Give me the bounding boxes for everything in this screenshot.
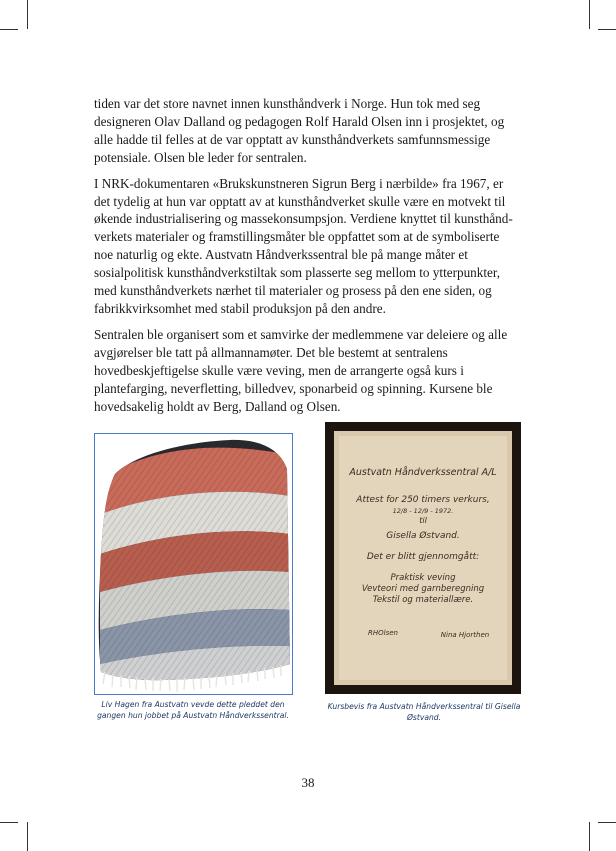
- certificate-signature-2: Nina Hjorthen: [440, 631, 490, 639]
- certificate-til: til: [419, 516, 427, 525]
- certificate-course-2: Vevteori med garnberegning: [361, 584, 485, 594]
- certificate-illustration: [325, 422, 521, 694]
- crop-mark-top-left-h: [0, 29, 18, 30]
- certificate-signature-1: RHOlsen: [368, 629, 398, 637]
- crop-mark-top-right-v: [589, 0, 590, 29]
- certificate-dates: 12/8 - 12/9 - 1972.: [392, 507, 454, 515]
- blanket-photo: [94, 433, 293, 695]
- certificate-heading: Austvatn Håndverkssentral A/L: [349, 467, 497, 478]
- certificate-photo: [325, 422, 521, 694]
- certificate-course-1: Praktisk veving: [390, 573, 456, 583]
- certificate-attest: Attest for 250 timers verkurs,: [356, 495, 490, 505]
- crop-mark-bottom-left-h: [0, 822, 18, 823]
- blanket-illustration: [95, 434, 292, 694]
- certificate-completed: Det er blitt gjennomgått:: [366, 552, 480, 562]
- page-number: 38: [301, 775, 315, 790]
- blanket-caption: Liv Hagen fra Austvatn vevde dette pleddet den gangen hun jobbet på Austvatn Håndverkssentral.: [97, 700, 289, 720]
- crop-mark-bottom-left-v: [27, 822, 28, 851]
- crop-mark-top-right-h: [598, 29, 616, 30]
- paragraph-3: Sentralen ble organisert som et samvirke der medlemmene var deleiere og alle avgjørelser ble tatt på allmannamøter. Det ble bestemt at sentralens hovedbeskjeftigelse skulle være veving, men de arrangerte også kurs i plantefarging, neverfletting, billedvev, sponarbeid og spinning. Kursene ble hovedsakelig holdt av Berg, Dalland og Olsen.: [94, 326, 508, 414]
- crop-mark-bottom-right-v: [589, 822, 590, 851]
- paragraph-1: tiden var det store navnet innen kunsthåndverk i Norge. Hun tok med seg designeren Olav Dalland og pedagogen Rolf Harald Olsen inn i prosjektet, og alle hadde til felles at de var opptatt av kunsthåndverkets samfunnsmessige potensiale. Olsen ble leder for sentralen.: [94, 96, 505, 165]
- body-text: [94, 95, 520, 423]
- certificate-caption: Kursbevis fra Austvatn Håndverkssentral til Gisella Østvand.: [327, 702, 521, 722]
- crop-mark-bottom-right-h: [598, 822, 616, 823]
- certificate-course-3: Tekstil og materiallære.: [372, 595, 474, 605]
- certificate-recipient: Gisella Østvand.: [386, 531, 460, 541]
- paragraph-2: I NRK-dokumentaren «Brukskunstneren Sigrun Berg i nærbilde» fra 1967, er det tydelig at hun var opptatt av at kunsthåndverket skulle være en motvekt til økende industrialisering og massekonsumpsjon. Verdiene knyttet til kunsthånd-verkets materialer og framstillingsmåter ble oppfattet som at de symboliserte noe naturlig og ekte. Austvatn Håndverkssentral ble på mange måter et sosialpolitisk kunsthåndverkstiltak som plasserte seg mellom to ytterpunkter, med kunsthåndverkets nærhet til materialer og prosess på den ene siden, og fabrikkvirksomhet med stabil produksjon på den andre.: [94, 175, 513, 316]
- crop-mark-top-left-v: [27, 0, 28, 29]
